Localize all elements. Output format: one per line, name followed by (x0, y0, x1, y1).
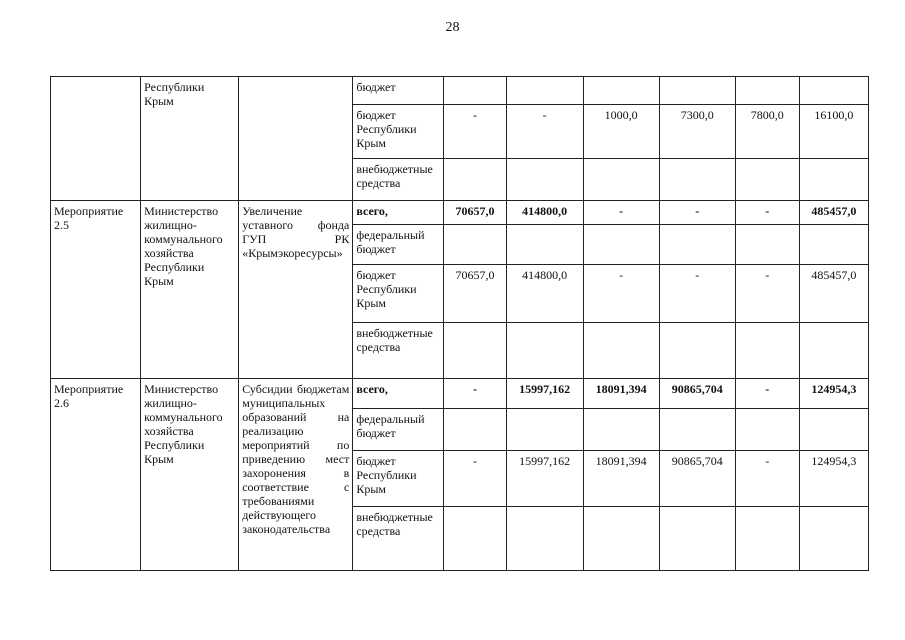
value-cell: 124954,3 (799, 451, 868, 507)
table-row (51, 201, 869, 225)
name-cell: Увеличение уставного фонда ГУП РК «Крымэкоресурсы» (239, 201, 353, 379)
source-cell: внебюджетные средства (353, 323, 444, 379)
value-cell: 485457,0 (799, 201, 868, 225)
value-cell: 15997,162 (506, 379, 583, 409)
value-cell: 18091,394 (583, 451, 659, 507)
executor-cell: Министерство жилищно-коммунального хозяйства Республики Крым (141, 201, 239, 379)
table-row (51, 379, 869, 409)
executor-cell: Министерство жилищно-коммунального хозяйства Республики Крым (141, 379, 239, 571)
value-cell: 1000,0 (583, 105, 659, 159)
measure-cell: Мероприятие 2.5 (51, 201, 141, 379)
source-cell: федеральный бюджет (353, 409, 444, 451)
value-cell: - (444, 451, 506, 507)
value-cell: 485457,0 (799, 265, 868, 323)
source-cell: бюджет Республики Крым (353, 451, 444, 507)
value-cell: 90865,704 (659, 379, 735, 409)
value-cell: 124954,3 (799, 379, 868, 409)
source-cell: внебюджетные средства (353, 507, 444, 571)
value-cell: - (659, 201, 735, 225)
value-cell: 7300,0 (659, 105, 735, 159)
value-cell: - (735, 201, 799, 225)
value-cell: 414800,0 (506, 201, 583, 225)
value-cell: 16100,0 (799, 105, 868, 159)
value-cell: - (506, 105, 583, 159)
value-cell: - (583, 265, 659, 323)
value-cell: 15997,162 (506, 451, 583, 507)
budget-table (50, 76, 869, 571)
source-cell: федеральный бюджет (353, 225, 444, 265)
table-row (51, 77, 869, 105)
value-cell: - (583, 201, 659, 225)
name-cell: Субсидии бюджетам муниципальных образований на реализацию мероприятий по приведению мест захоронения в соответствие с требованиями действующего законодательства (239, 379, 353, 571)
value-cell: - (735, 451, 799, 507)
value-cell: 70657,0 (444, 201, 506, 225)
value-cell: - (444, 105, 506, 159)
value-cell: 70657,0 (444, 265, 506, 323)
value-cell: - (735, 379, 799, 409)
source-cell-total: всего, (353, 201, 444, 225)
page-number: 28 (445, 20, 460, 35)
measure-cell-empty (51, 77, 141, 201)
value-cell: - (735, 265, 799, 323)
source-cell: бюджет Республики Крым (353, 265, 444, 323)
name-cell-empty (239, 77, 353, 201)
value-cell: - (659, 265, 735, 323)
source-cell-total: всего, (353, 379, 444, 409)
value-cell: 414800,0 (506, 265, 583, 323)
value-cell: 18091,394 (583, 379, 659, 409)
value-cell: 90865,704 (659, 451, 735, 507)
source-cell: бюджет Республики Крым (353, 105, 444, 159)
source-cell: бюджет (353, 77, 444, 105)
measure-cell: Мероприятие 2.6 (51, 379, 141, 571)
value-cell: - (444, 379, 506, 409)
executor-cell: Республики Крым (141, 77, 239, 201)
source-cell: внебюджетные средства (353, 159, 444, 201)
value-cell: 7800,0 (735, 105, 799, 159)
